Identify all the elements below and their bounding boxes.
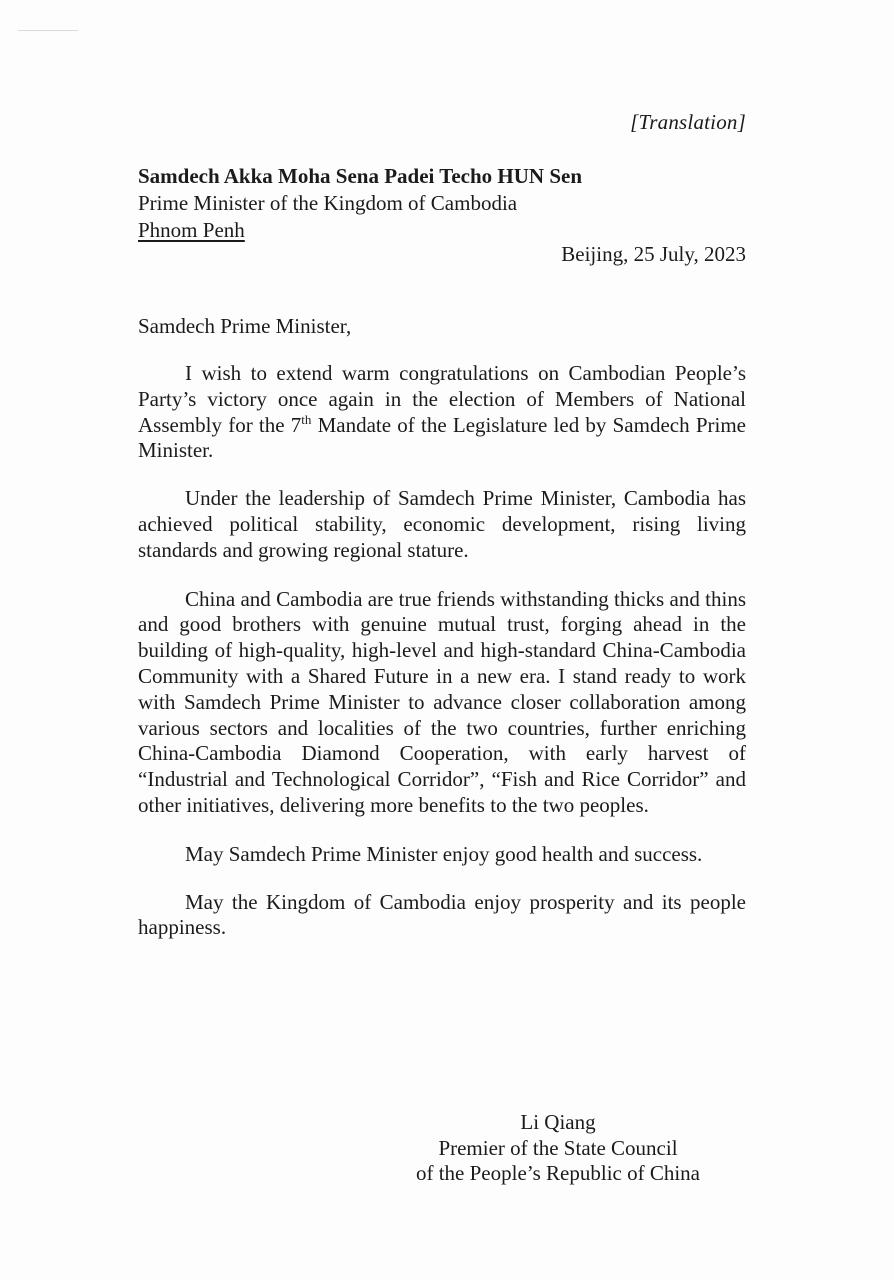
- recipient-block: [138, 163, 582, 244]
- paragraph-leadership: Under the leadership of Samdech Prime Minister, Cambodia has achieved political stability, economic development, rising living standards and growing regional stature.: [138, 486, 746, 562]
- paragraph-health-wish: May Samdech Prime Minister enjoy good health and success.: [185, 841, 703, 866]
- paragraph-congratulations-part2: Mandate of the Legislature led by Samdech Prime Minister.: [138, 412, 746, 463]
- signature-block: [398, 1110, 718, 1187]
- paragraph-friendship: China and Cambodia are true friends withstanding thicks and thins and good brothers with genuine mutual trust, forging ahead in the building of high-quality, high-level and high-standard China-Cambodia Community with a Shared Future in a new era. I stand ready to work with Samdech Prime Minister to advance closer collaboration among various sectors and localities of the two countries, further enriching China-Cambodia Diamond Cooperation, with early harvest of “Industrial and Technological Corridor”, “Fish and Rice Corridor” and other initiatives, delivering more benefits to the two peoples.: [138, 586, 746, 817]
- signatory-name: Li Qiang: [520, 1110, 596, 1134]
- paragraph-prosperity-wish: May the Kingdom of Cambodia enjoy prosperity and its people happiness.: [138, 889, 746, 940]
- letter-body: [138, 361, 746, 941]
- recipient-city: Phnom Penh: [138, 218, 245, 242]
- translation-label: [Translation]: [630, 110, 746, 134]
- paragraph-congratulations: [138, 361, 746, 464]
- salutation: Samdech Prime Minister,: [138, 314, 352, 338]
- signatory-title-line1: Premier of the State Council: [438, 1135, 678, 1160]
- scan-edge-mark: [18, 30, 78, 31]
- recipient-name: Samdech Akka Moha Sena Padei Techo HUN Sen: [138, 164, 582, 188]
- signatory-title-line2: of the People’s Republic of China: [415, 1161, 701, 1185]
- recipient-title: Prime Minister of the Kingdom of Cambodia: [138, 191, 518, 215]
- ordinal-suffix: th: [301, 411, 312, 427]
- letter-date: Beijing, 25 July, 2023: [561, 242, 746, 266]
- paragraph-congratulations-part1: I wish to extend warm congratulations on Cambodian People’s Party’s victory once again in the election of Members of National Assembly for the 7: [138, 361, 746, 437]
